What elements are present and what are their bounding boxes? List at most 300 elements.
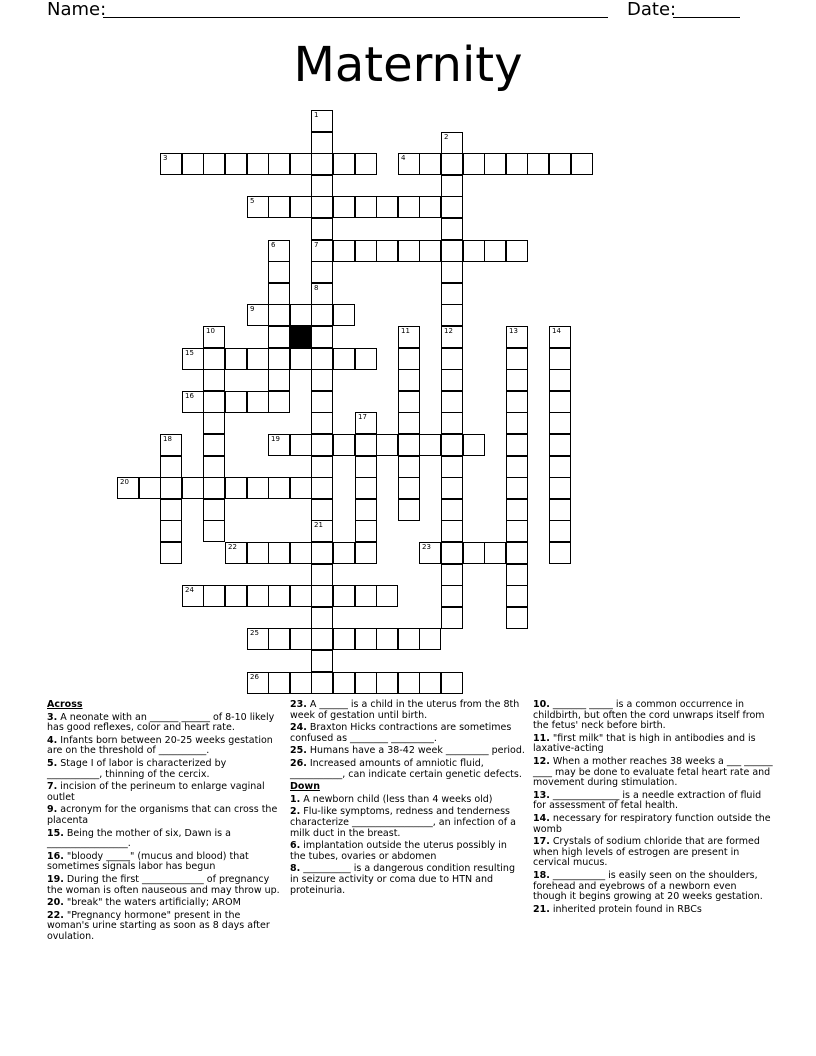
grid-cell[interactable] [398, 153, 420, 175]
clue-num: 10. [533, 699, 550, 710]
grid-cell[interactable] [549, 369, 571, 391]
grid-cell[interactable] [441, 304, 463, 326]
clue-num: 18. [533, 869, 550, 881]
down-clue [533, 757, 773, 789]
grid-cell[interactable] [441, 542, 463, 564]
grid-cell[interactable] [355, 499, 377, 521]
grid-cell[interactable] [506, 326, 528, 348]
grid-cell[interactable] [247, 477, 269, 499]
grid-cell[interactable] [376, 585, 398, 607]
grid-cell[interactable] [441, 477, 463, 499]
grid-cell[interactable] [506, 456, 528, 478]
grid-cell[interactable] [419, 196, 441, 218]
grid-cell[interactable] [160, 477, 182, 499]
clue-number: 5 [250, 197, 255, 205]
clue-text: Infants born between 20-25 weeks gestation are on the threshold of __________. [47, 734, 273, 757]
grid-cell[interactable] [268, 348, 290, 370]
clue-num: 16. [47, 850, 64, 862]
grid-cell[interactable] [311, 499, 333, 521]
grid-cell[interactable] [311, 456, 333, 478]
across-clue [290, 700, 525, 721]
across-clues-b [290, 700, 525, 780]
grid-cell[interactable] [311, 132, 333, 154]
grid-cell[interactable] [398, 348, 420, 370]
grid-cell[interactable] [290, 348, 312, 370]
grid-cell[interactable] [247, 196, 269, 218]
grid-cell[interactable] [290, 153, 312, 175]
grid-cell[interactable] [549, 499, 571, 521]
clue-num: 6. [290, 840, 301, 852]
grid-cell[interactable] [268, 326, 290, 348]
grid-cell[interactable] [268, 628, 290, 650]
grid-cell[interactable] [311, 261, 333, 283]
across-clue [47, 875, 282, 896]
grid-cell[interactable] [225, 153, 247, 175]
name-label: Name: [47, 0, 107, 20]
grid-cell[interactable] [506, 542, 528, 564]
clue-num: 14. [533, 812, 550, 824]
clue-num: 24. [290, 722, 307, 734]
grid-cell[interactable] [203, 369, 225, 391]
grid-cell[interactable] [398, 240, 420, 262]
grid-cell[interactable] [419, 434, 441, 456]
down-clue [533, 837, 773, 869]
grid-cell[interactable] [398, 499, 420, 521]
clue-text: implantation outside the uterus possibly in the tubes, ovaries or abdomen [290, 840, 507, 862]
grid-cell[interactable] [355, 456, 377, 478]
clue-num: 20. [47, 897, 64, 909]
grid-cell[interactable] [441, 348, 463, 370]
clue-number: 23 [422, 543, 431, 551]
grid-cell[interactable] [484, 542, 506, 564]
grid-cell[interactable] [311, 607, 333, 629]
clue-text: During the first _____________ of pregnancy the woman is often nauseous and may throw up. [47, 873, 280, 896]
across-heading: Across [47, 699, 83, 710]
grid-cell[interactable] [355, 196, 377, 218]
grid-cell[interactable] [441, 369, 463, 391]
grid-cell[interactable] [419, 153, 441, 175]
clue-number: 3 [163, 154, 168, 162]
grid-cell[interactable] [225, 391, 247, 413]
grid-cell[interactable] [203, 326, 225, 348]
across-clue [47, 852, 282, 873]
grid-cell[interactable] [311, 520, 333, 542]
across-clue [47, 829, 282, 850]
grid-cell[interactable] [549, 542, 571, 564]
grid-cell[interactable] [268, 283, 290, 305]
clue-number: 20 [120, 478, 129, 486]
clue-num: 21. [533, 903, 550, 915]
clue-number: 1 [314, 111, 319, 119]
grid-cell[interactable] [311, 564, 333, 586]
grid-cell[interactable] [247, 304, 269, 326]
grid-cell[interactable] [290, 672, 312, 694]
grid-cell[interactable] [355, 348, 377, 370]
grid-cell[interactable] [268, 477, 290, 499]
grid-cell[interactable] [311, 240, 333, 262]
clue-number: 17 [358, 413, 367, 421]
clue-num: 12. [533, 755, 550, 767]
clue-num: 2. [290, 806, 301, 818]
grid-cell[interactable] [506, 240, 528, 262]
grid-cell[interactable] [290, 477, 312, 499]
grid-cell[interactable] [355, 585, 377, 607]
grid-cell[interactable] [441, 283, 463, 305]
grid-cell[interactable] [225, 477, 247, 499]
grid-cell[interactable] [398, 369, 420, 391]
grid-cell[interactable] [441, 132, 463, 154]
grid-cell[interactable] [419, 672, 441, 694]
grid-cell[interactable] [311, 650, 333, 672]
grid-cell[interactable] [268, 153, 290, 175]
grid-cell[interactable] [160, 499, 182, 521]
grid-cell[interactable] [290, 196, 312, 218]
grid-cell[interactable] [441, 391, 463, 413]
grid-cell[interactable] [549, 391, 571, 413]
clue-number: 10 [206, 327, 215, 335]
clue-number: 22 [228, 543, 237, 551]
grid-cell[interactable] [247, 585, 269, 607]
grid-cell[interactable] [441, 175, 463, 197]
grid-cell[interactable] [139, 477, 161, 499]
grid-cell[interactable] [311, 175, 333, 197]
across-clue [290, 723, 525, 744]
clue-num: 7. [47, 781, 58, 793]
grid-cell[interactable] [268, 585, 290, 607]
grid-cell[interactable] [549, 326, 571, 348]
grid-cell[interactable] [225, 348, 247, 370]
grid-cell[interactable] [182, 585, 204, 607]
clue-number: 18 [163, 435, 172, 443]
grid-cell[interactable] [311, 477, 333, 499]
grid-cell[interactable] [203, 585, 225, 607]
grid-cell[interactable] [160, 542, 182, 564]
grid-cell[interactable] [398, 196, 420, 218]
clue-text: Being the mother of six, Dawn is a _________________. [47, 827, 231, 850]
grid-cell[interactable] [311, 391, 333, 413]
clue-text: Stage I of labor is characterized by ___________, thinning of the cercix. [47, 757, 227, 780]
grid-cell[interactable] [290, 542, 312, 564]
clue-num: 15. [47, 827, 64, 839]
grid-cell[interactable] [311, 196, 333, 218]
grid-cell[interactable] [355, 153, 377, 175]
clue-number: 12 [444, 327, 453, 335]
clue-text: Braxton Hicks contractions are sometimes confused as ________ _________. [290, 722, 512, 744]
grid-cell[interactable] [376, 672, 398, 694]
grid-cell[interactable] [506, 369, 528, 391]
black-square [290, 326, 312, 348]
grid-cell[interactable] [268, 240, 290, 262]
clue-text: Humans have a 38-42 week _________ period. [306, 745, 525, 757]
grid-cell[interactable] [268, 434, 290, 456]
grid-cell[interactable] [203, 434, 225, 456]
grid-cell[interactable] [311, 218, 333, 240]
across-clue [47, 736, 282, 757]
grid-cell[interactable] [311, 672, 333, 694]
clue-number: 4 [401, 154, 406, 162]
clue-number: 19 [271, 435, 280, 443]
grid-cell[interactable] [441, 607, 463, 629]
grid-cell[interactable] [527, 153, 549, 175]
grid-cell[interactable] [549, 348, 571, 370]
grid-cell[interactable] [311, 585, 333, 607]
grid-cell[interactable] [290, 585, 312, 607]
down-clue [533, 791, 773, 812]
grid-cell[interactable] [333, 585, 355, 607]
grid-cell[interactable] [355, 477, 377, 499]
grid-cell[interactable] [506, 585, 528, 607]
grid-cell[interactable] [355, 412, 377, 434]
clue-number: 8 [314, 284, 319, 292]
grid-cell[interactable] [355, 434, 377, 456]
down-clue [533, 734, 773, 755]
grid-cell[interactable] [376, 196, 398, 218]
across-clue [47, 759, 282, 780]
grid-cell[interactable] [268, 304, 290, 326]
clue-num: 1. [290, 793, 301, 805]
grid-cell[interactable] [311, 326, 333, 348]
grid-cell[interactable] [506, 477, 528, 499]
grid-cell[interactable] [268, 391, 290, 413]
grid-cell[interactable] [549, 434, 571, 456]
grid-cell[interactable] [182, 391, 204, 413]
clue-number: 7 [314, 241, 319, 249]
grid-cell[interactable] [333, 196, 355, 218]
down-clue [533, 871, 773, 903]
grid-cell[interactable] [311, 434, 333, 456]
across-clue [290, 746, 525, 757]
grid-cell[interactable] [441, 564, 463, 586]
clue-num: 8. [290, 863, 301, 875]
grid-cell[interactable] [160, 456, 182, 478]
clue-text: "first milk" that is high in antibodies and is laxative-acting [533, 732, 756, 755]
down-clues-b [533, 700, 773, 915]
down-clue [533, 814, 773, 835]
clue-number: 21 [314, 521, 323, 529]
clue-text: "bloody _____" (mucus and blood) that sometimes signals labor has begun [47, 850, 249, 873]
grid-cell[interactable] [355, 520, 377, 542]
clue-num: 3. [47, 711, 58, 723]
grid-cell[interactable] [355, 542, 377, 564]
grid-cell[interactable] [203, 153, 225, 175]
clue-text: ______________ is a needle extraction of fluid for assessment of fetal health. [533, 789, 762, 812]
grid-cell[interactable] [463, 434, 485, 456]
clue-text: Increased amounts of amniotic fluid, ___________, can indicate certain genetic defects. [290, 757, 522, 780]
grid-cell[interactable] [441, 153, 463, 175]
grid-cell[interactable] [441, 456, 463, 478]
grid-cell[interactable] [376, 434, 398, 456]
grid-cell[interactable] [225, 542, 247, 564]
clue-number: 15 [185, 349, 194, 357]
clue-num: 11. [533, 732, 550, 744]
grid-cell[interactable] [311, 628, 333, 650]
clues-column-2 [290, 700, 525, 898]
date-label: Date: [627, 0, 677, 20]
clue-number: 24 [185, 586, 194, 594]
grid-cell[interactable] [203, 499, 225, 521]
grid-cell[interactable] [398, 412, 420, 434]
grid-cell[interactable] [333, 304, 355, 326]
grid-cell[interactable] [419, 628, 441, 650]
grid-cell[interactable] [441, 326, 463, 348]
grid-cell[interactable] [290, 304, 312, 326]
grid-cell[interactable] [398, 672, 420, 694]
grid-cell[interactable] [311, 304, 333, 326]
down-clue [290, 864, 525, 896]
grid-cell[interactable] [441, 434, 463, 456]
grid-cell[interactable] [203, 520, 225, 542]
grid-cell[interactable] [419, 240, 441, 262]
grid-cell[interactable] [419, 542, 441, 564]
grid-cell[interactable] [333, 348, 355, 370]
grid-cell[interactable] [441, 585, 463, 607]
grid-cell[interactable] [311, 348, 333, 370]
grid-cell[interactable] [376, 628, 398, 650]
grid-cell[interactable] [333, 240, 355, 262]
grid-cell[interactable] [247, 628, 269, 650]
grid-cell[interactable] [160, 434, 182, 456]
grid-cell[interactable] [225, 585, 247, 607]
grid-cell[interactable] [311, 153, 333, 175]
clue-number: 26 [250, 673, 259, 681]
grid-cell[interactable] [182, 153, 204, 175]
grid-cell[interactable] [549, 412, 571, 434]
grid-cell[interactable] [441, 218, 463, 240]
clue-number: 14 [552, 327, 561, 335]
grid-cell[interactable] [506, 520, 528, 542]
grid-cell[interactable] [333, 434, 355, 456]
clue-number: 9 [250, 305, 255, 313]
clue-number: 16 [185, 392, 194, 400]
clue-num: 4. [47, 734, 58, 746]
grid-cell[interactable] [311, 542, 333, 564]
clue-text: When a mother reaches 38 weeks a ___ ______ ____ may be done to evaluate fetal heart rate and movement during stimulation. [533, 755, 773, 789]
grid-cell[interactable] [268, 369, 290, 391]
clues-column-3 [533, 700, 773, 917]
clue-text: __________ is a dangerous condition resulting in seizure activity or coma due to HTN and proteinuria. [290, 863, 515, 896]
grid-cell[interactable] [247, 348, 269, 370]
clue-text: necessary for respiratory function outside the womb [533, 812, 771, 835]
grid-cell[interactable] [441, 261, 463, 283]
grid-cell[interactable] [311, 369, 333, 391]
clue-num: 17. [533, 836, 550, 848]
clue-num: 13. [533, 789, 550, 801]
down-clue [290, 807, 525, 839]
grid-cell[interactable] [441, 196, 463, 218]
grid-cell[interactable] [182, 348, 204, 370]
grid-cell[interactable] [463, 153, 485, 175]
grid-cell[interactable] [203, 348, 225, 370]
grid-cell[interactable] [506, 153, 528, 175]
grid-cell[interactable] [398, 628, 420, 650]
grid-cell[interactable] [160, 153, 182, 175]
down-clue [290, 841, 525, 862]
grid-cell[interactable] [441, 499, 463, 521]
grid-cell[interactable] [549, 153, 571, 175]
grid-cell[interactable] [355, 628, 377, 650]
grid-cell[interactable] [506, 434, 528, 456]
clue-num: 23. [290, 699, 307, 710]
clue-num: 26. [290, 757, 307, 769]
clue-text: A neonate with an ______ ______ of 8-10 likely has good reflexes, color and heart rate. [47, 711, 275, 734]
grid-cell[interactable] [247, 672, 269, 694]
grid-cell[interactable] [355, 240, 377, 262]
grid-cell[interactable] [311, 412, 333, 434]
grid-cell[interactable] [398, 326, 420, 348]
grid-cell[interactable] [441, 520, 463, 542]
grid-cell[interactable] [484, 153, 506, 175]
grid-cell[interactable] [549, 520, 571, 542]
grid-cell[interactable] [203, 477, 225, 499]
grid-cell[interactable] [506, 499, 528, 521]
clue-text: Flu-like symptoms, redness and tenderness characterize _________________, an infection of a milk duct in the breast. [290, 806, 516, 839]
grid-cell[interactable] [182, 477, 204, 499]
clue-num: 9. [47, 804, 58, 816]
grid-cell[interactable] [268, 672, 290, 694]
clue-num: 5. [47, 757, 58, 769]
grid-cell[interactable] [333, 628, 355, 650]
grid-cell[interactable] [506, 348, 528, 370]
grid-cell[interactable] [441, 240, 463, 262]
grid-cell[interactable] [333, 542, 355, 564]
grid-cell[interactable] [376, 240, 398, 262]
grid-cell[interactable] [290, 628, 312, 650]
grid-cell[interactable] [203, 456, 225, 478]
grid-cell[interactable] [247, 542, 269, 564]
grid-cell[interactable] [398, 456, 420, 478]
grid-cell[interactable] [333, 153, 355, 175]
grid-cell[interactable] [398, 391, 420, 413]
grid-cell[interactable] [333, 672, 355, 694]
grid-cell[interactable] [268, 542, 290, 564]
grid-cell[interactable] [247, 153, 269, 175]
across-clue [47, 805, 282, 826]
clue-num: 22. [47, 909, 64, 921]
grid-cell[interactable] [549, 456, 571, 478]
grid-cell[interactable] [463, 542, 485, 564]
grid-cell[interactable] [311, 110, 333, 132]
grid-cell[interactable] [441, 672, 463, 694]
grid-cell[interactable] [311, 283, 333, 305]
grid-cell[interactable] [506, 412, 528, 434]
grid-cell[interactable] [506, 391, 528, 413]
grid-cell[interactable] [506, 564, 528, 586]
down-clue [533, 905, 773, 916]
grid-cell[interactable] [268, 261, 290, 283]
grid-cell[interactable] [571, 153, 593, 175]
grid-cell[interactable] [549, 477, 571, 499]
clue-text: incision of the perineum to enlarge vaginal outlet [47, 781, 265, 803]
clue-num: 25. [290, 745, 307, 757]
grid-cell[interactable] [203, 391, 225, 413]
grid-cell[interactable] [355, 672, 377, 694]
clue-text: A ______ is a child in the uterus from the 8th week of gestation until birth. [290, 699, 520, 721]
grid-cell[interactable] [463, 240, 485, 262]
grid-cell[interactable] [398, 477, 420, 499]
clue-text: inherited protein found in RBCs [549, 903, 702, 915]
clue-text: Crystals of sodium chloride that are formed when high levels of estrogen are present in cervical mucus. [533, 836, 760, 869]
grid-cell[interactable] [268, 196, 290, 218]
grid-cell[interactable] [203, 412, 225, 434]
grid-cell[interactable] [484, 240, 506, 262]
grid-cell[interactable] [398, 434, 420, 456]
grid-cell[interactable] [247, 391, 269, 413]
grid-cell[interactable] [160, 520, 182, 542]
grid-cell[interactable] [290, 434, 312, 456]
grid-cell[interactable] [117, 477, 139, 499]
grid-cell[interactable] [506, 607, 528, 629]
grid-cell[interactable] [441, 412, 463, 434]
